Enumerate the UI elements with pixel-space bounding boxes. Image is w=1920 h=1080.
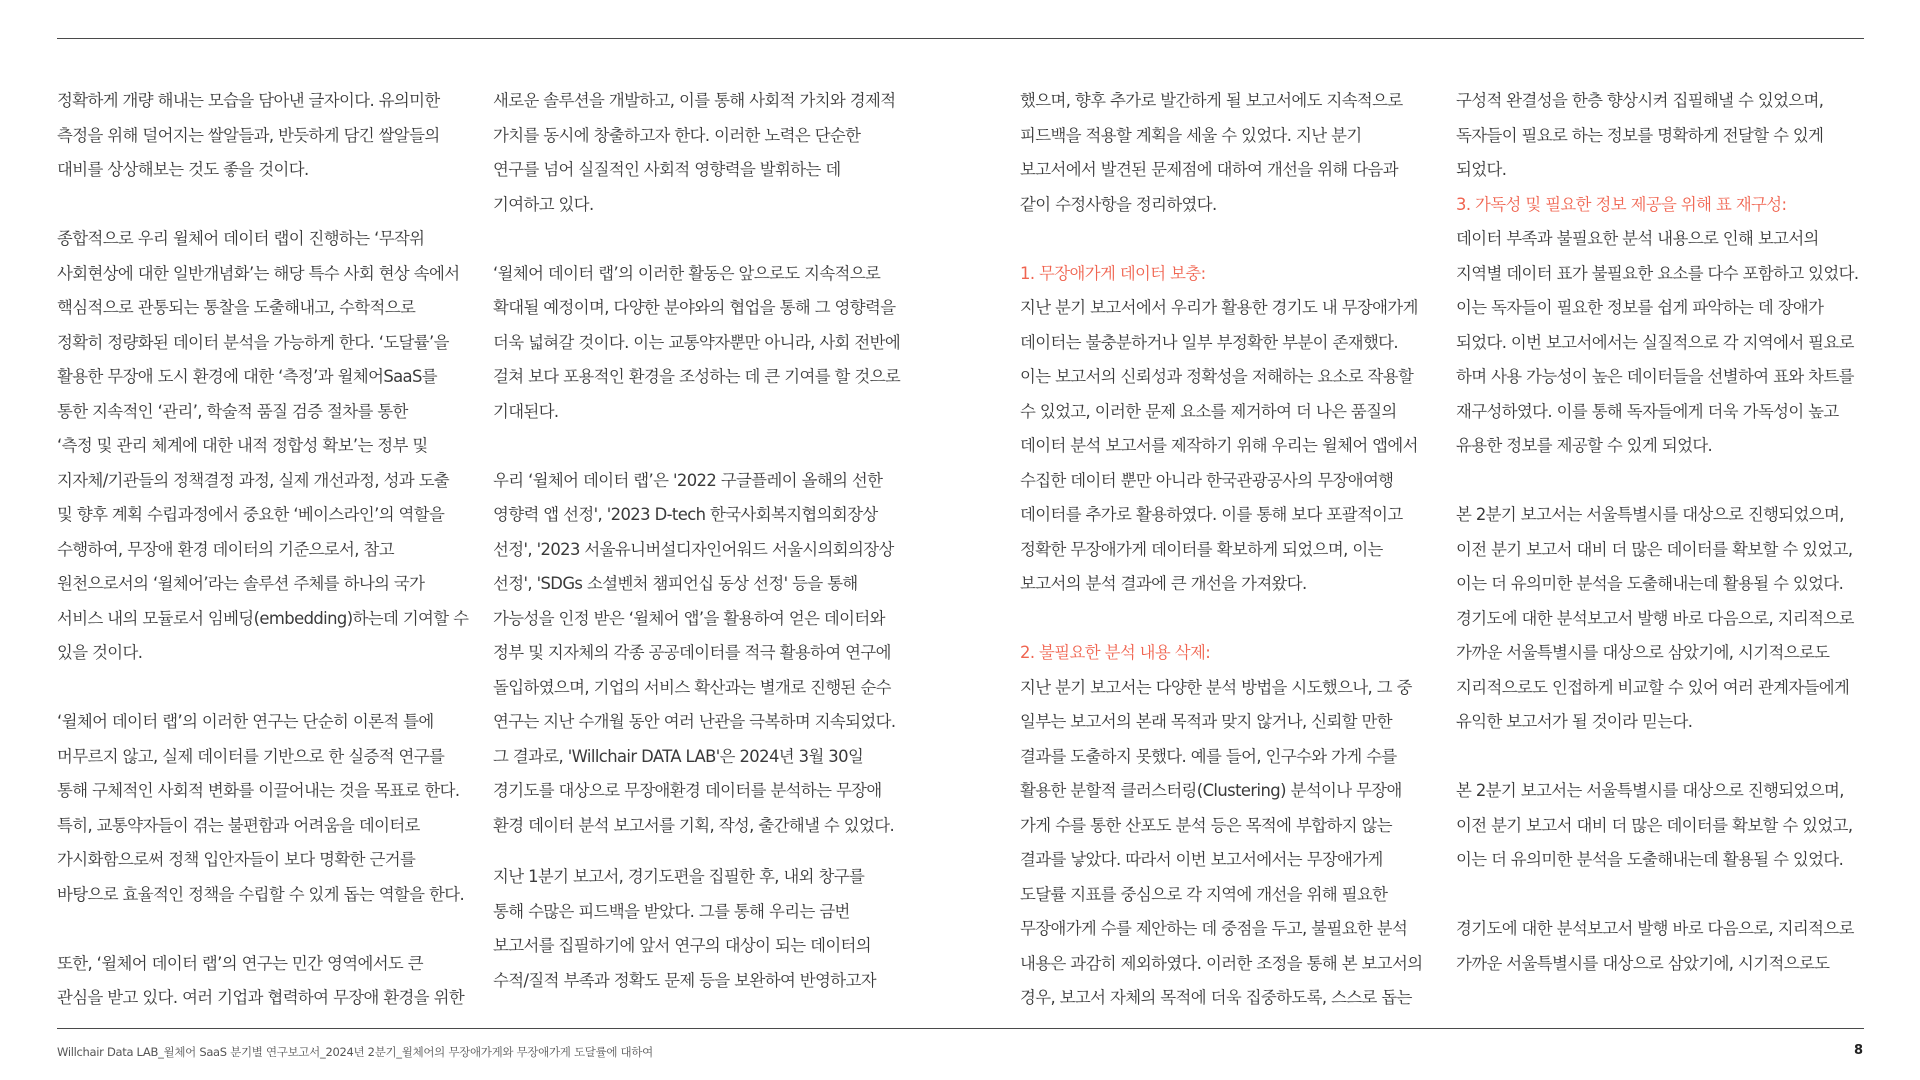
text-line: 재구성하였다. 이를 통해 독자들에게 더욱 가독성이 높고 [1456, 401, 1839, 421]
text-line: 정확하게 개량 해내는 모습을 담아낸 글자이다. 유의미한 [57, 91, 440, 110]
text-line: 피드백을 적용할 계획을 세울 수 있었다. 지난 분기 [1020, 125, 1362, 145]
text-line: 연구를 넘어 실질적인 사회적 영향력을 발휘하는 데 [493, 160, 841, 179]
text-line: 가게 수를 통한 산포도 분석 등은 목적에 부합하지 않는 [1020, 815, 1393, 835]
text-line: 관심을 받고 있다. 여러 기업과 협력하여 무장애 환경을 위한 [57, 988, 465, 1007]
paragraph-gap [493, 222, 933, 257]
text-line: 수행하여, 무장애 환경 데이터의 기준으로서, 참고 [57, 539, 394, 559]
text-line: 그 결과로, 'Willchair DATA LAB'은 2024년 3월 30일 [493, 746, 864, 766]
text-line: 유용한 정보를 제공할 수 있게 되었다. [1456, 436, 1713, 455]
text-line: 정확한 무장애가게 데이터를 확보하게 되었으며, 이는 [1020, 539, 1383, 559]
text-line: 더욱 넓혀갈 것이다. 이는 교통약자뿐만 아니라, 사회 전반에 [493, 332, 901, 352]
paragraph-gap [57, 188, 497, 223]
text-line: 핵심적으로 관통되는 통찰을 도출해내고, 수학적으로 [57, 298, 416, 317]
text-line: 선정', 'SDGs 소셜벤처 챔피언십 동상 선정' 등을 통해 [493, 574, 858, 593]
text-line: 데이터는 불충분하거나 일부 부정확한 부분이 존재했다. [1020, 332, 1399, 352]
text-line: 되었다. [1456, 160, 1507, 179]
paragraph-gap [1456, 464, 1896, 499]
text-line: ‘윌체어 데이터 랩’의 이러한 활동은 앞으로도 지속적으로 [493, 263, 881, 283]
text-line: 보고서에서 발견된 문제점에 대하여 개선을 위해 다음과 [1020, 160, 1399, 179]
text-line: 통해 구체적인 사회적 변화를 이끌어내는 것을 목표로 한다. [57, 781, 460, 800]
text-line: 확대될 예정이며, 다양한 분야와의 협업을 통해 그 영향력을 [493, 298, 896, 317]
text-line: 또한, ‘윌체어 데이터 랩’의 연구는 민간 영역에서도 큰 [57, 953, 424, 973]
text-line: 돌입하였으며, 기업의 서비스 확산과는 별개로 진행된 순수 [493, 677, 891, 697]
text-line: 하며 사용 가능성이 높은 데이터들을 선별하여 표와 차트를 [1456, 367, 1854, 386]
text-line: 새로운 솔루션을 개발하고, 이를 통해 사회적 가치와 경제적 [493, 91, 896, 110]
text-line: 도달률 지표를 중심으로 각 지역에 개선을 위해 필요한 [1020, 884, 1388, 904]
text-line: 가까운 서울특별시를 대상으로 삼았기에, 시기적으로도 [1456, 643, 1830, 662]
text-line: 데이터 분석 보고서를 제작하기 위해 우리는 윌체어 앱에서 [1020, 436, 1418, 455]
text-line: 본 2분기 보고서는 서울특별시를 대상으로 진행되었으며, [1456, 505, 1844, 524]
text-line: 기대된다. [493, 401, 559, 421]
text-line: 사회현상에 대한 일반개념화’는 해당 특수 사회 현상 속에서 [57, 263, 460, 283]
text-line: 구성적 완결성을 한층 향상시켜 집필해낼 수 있었으며, [1456, 91, 1824, 110]
text-line: 원천으로서의 ‘윌체어’라는 솔루션 주체를 하나의 국가 [57, 574, 425, 593]
page-number: 8 [1853, 1043, 1863, 1058]
text-line: 이는 더 유의미한 분석을 도출해내는데 활용될 수 있었다. [1456, 574, 1844, 593]
paragraph-gap [57, 671, 497, 706]
text-column-2 [493, 84, 933, 998]
text-line: 경기도에 대한 분석보고서 발행 바로 다음으로, 지리적으로 [1456, 608, 1854, 628]
text-line: 가치를 동시에 창출하고자 한다. 이러한 노력은 단순한 [493, 125, 861, 145]
text-line: 머무르지 않고, 실제 데이터를 기반으로 한 실증적 연구를 [57, 746, 445, 766]
paragraph-gap [57, 912, 497, 947]
section-heading: 3. 가독성 및 필요한 정보 제공을 위해 표 재구성: [1456, 194, 1787, 214]
text-line: 수집한 데이터 뿐만 아니라 한국관광공사의 무장애여행 [1020, 470, 1394, 490]
text-line: 통한 지속적인 ‘관리’, 학술적 품질 검증 절차를 통한 [57, 401, 408, 421]
text-line: 보고서를 집필하기에 앞서 연구의 대상이 되는 데이터의 [493, 936, 872, 955]
text-line: 가능성을 인정 받은 ‘윌체어 앱’을 활용하여 얻은 데이터와 [493, 608, 885, 628]
text-column-4 [1456, 84, 1896, 981]
text-line: 이전 분기 보고서 대비 더 많은 데이터를 확보할 수 있었고, [1456, 815, 1853, 835]
text-line: 일부는 보고서의 본래 목적과 맞지 않거나, 신뢰할 만한 [1020, 712, 1393, 731]
text-line: 지난 분기 보고서에서 우리가 활용한 경기도 내 무장애가게 [1020, 298, 1418, 317]
section-heading: 1. 무장애가게 데이터 보충: [1020, 263, 1206, 283]
paragraph-gap [493, 429, 933, 464]
text-line: 이전 분기 보고서 대비 더 많은 데이터를 확보할 수 있었고, [1456, 539, 1853, 559]
top-rule [57, 38, 1864, 39]
text-line: ‘측정 및 관리 체계에 대한 내적 정합성 확보’는 정부 및 [57, 436, 428, 455]
text-line: 가시화함으로써 정책 입안자들이 보다 명확한 근거를 [57, 850, 416, 869]
text-line: 경우, 보고서 자체의 목적에 더욱 집중하도록, 스스로 돕는 [1020, 988, 1412, 1007]
text-line: 서비스 내의 모듈로서 임베딩(embedding)하는데 기여할 수 [57, 608, 469, 628]
text-line: 유익한 보고서가 될 것이라 믿는다. [1456, 712, 1693, 731]
text-line: 지역별 데이터 표가 불필요한 요소를 다수 포함하고 있었다. [1456, 263, 1859, 283]
text-line: 바탕으로 효율적인 정책을 수립할 수 있게 돕는 역할을 한다. [57, 884, 465, 904]
text-line: 가까운 서울특별시를 대상으로 삼았기에, 시기적으로도 [1456, 953, 1830, 973]
text-line: 종합적으로 우리 윌체어 데이터 랩이 진행하는 ‘무작위 [57, 229, 425, 248]
paragraph-gap [1020, 222, 1460, 257]
text-line: 우리 ‘윌체어 데이터 랩’은 '2022 구글플레이 올해의 선한 [493, 470, 883, 490]
text-line: 및 향후 계획 수립과정에서 중요한 ‘베이스라인’의 역할을 [57, 505, 445, 524]
text-line: 경기도에 대한 분석보고서 발행 바로 다음으로, 지리적으로 [1456, 919, 1854, 938]
text-line: 이는 독자들이 필요한 정보를 쉽게 파악하는 데 장애가 [1456, 298, 1824, 317]
text-line: 지자체/기관들의 정책결정 과정, 실제 개선과정, 성과 도출 [57, 470, 450, 490]
text-line: 지난 1분기 보고서, 경기도편을 집필한 후, 내외 창구를 [493, 867, 865, 886]
text-line: 결과를 도출하지 못했다. 예를 들어, 인구수와 가게 수를 [1020, 746, 1397, 766]
text-line: 활용한 분할적 클러스터링(Clustering) 분석이나 무장애 [1020, 781, 1402, 800]
paragraph-gap [1020, 602, 1460, 637]
text-line: 통해 수많은 피드백을 받았다. 그를 통해 우리는 금번 [493, 901, 850, 921]
text-line: 되었다. 이번 보고서에서는 실질적으로 각 지역에서 필요로 [1456, 332, 1854, 352]
text-line: 특히, 교통약자들이 겪는 불편함과 어려움을 데이터로 [57, 815, 420, 835]
text-line: 내용은 과감히 제외하였다. 이러한 조정을 통해 본 보고서의 [1020, 953, 1423, 973]
text-line: 지리적으로도 인접하게 비교할 수 있어 여러 관계자들에게 [1456, 677, 1850, 697]
text-line: 데이터를 추가로 활용하였다. 이를 통해 보다 포괄적이고 [1020, 505, 1403, 524]
text-line: 수 있었고, 이러한 문제 요소를 제거하여 더 나은 품질의 [1020, 401, 1397, 421]
text-line: 대비를 상상해보는 것도 좋을 것이다. [57, 160, 309, 179]
text-line: 같이 수정사항을 정리하였다. [1020, 194, 1217, 214]
text-line: 정확히 정량화된 데이터 분석을 가능하게 한다. ‘도달률’을 [57, 332, 449, 352]
paragraph-gap [1456, 878, 1896, 913]
footer-text: Willchair Data LAB_윌체어 SaaS 분기별 연구보고서_2024년 2분기_윌체어의 무장애가게와 무장애가게 도달률에 대하여 [57, 1045, 653, 1059]
text-line: 독자들이 필요로 하는 정보를 명확하게 전달할 수 있게 [1456, 125, 1824, 145]
text-line: ‘윌체어 데이터 랩’의 이러한 연구는 단순히 이론적 틀에 [57, 712, 434, 731]
text-line: 지난 분기 보고서는 다양한 분석 방법을 시도했으나, 그 중 [1020, 677, 1412, 697]
text-line: 보고서의 분석 결과에 큰 개선을 가져왔다. [1020, 574, 1307, 593]
text-line: 했으며, 향후 추가로 발간하게 될 보고서에도 지속적으로 [1020, 91, 1403, 110]
text-column-3 [1020, 84, 1460, 1016]
text-line: 무장애가게 수를 제안하는 데 중점을 두고, 불필요한 분석 [1020, 919, 1408, 938]
text-line: 결과를 낳았다. 따라서 이번 보고서에서는 무장애가게 [1020, 850, 1383, 869]
text-line: 정부 및 지자체의 각종 공공데이터를 적극 활용하여 연구에 [493, 643, 891, 662]
text-column-1 [57, 84, 497, 1016]
text-line: 이는 더 유의미한 분석을 도출해내는데 활용될 수 있었다. [1456, 850, 1844, 869]
bottom-rule [57, 1028, 1864, 1029]
section-heading: 2. 불필요한 분석 내용 삭제: [1020, 643, 1211, 662]
text-line: 환경 데이터 분석 보고서를 기획, 작성, 출간해낼 수 있었다. [493, 815, 895, 835]
text-line: 경기도를 대상으로 무장애환경 데이터를 분석하는 무장애 [493, 781, 882, 800]
text-line: 걸쳐 보다 포용적인 환경을 조성하는 데 큰 기여를 할 것으로 [493, 367, 901, 386]
text-line: 이는 보고서의 신뢰성과 정확성을 저해하는 요소로 작용할 [1020, 367, 1414, 386]
text-line: 수적/질적 부족과 정확도 문제 등을 보완하여 반영하고자 [493, 970, 876, 990]
text-line: 데이터 부족과 불필요한 분석 내용으로 인해 보고서의 [1456, 229, 1819, 248]
text-line: 연구는 지난 수개월 동안 여러 난관을 극복하며 지속되었다. [493, 712, 896, 731]
paragraph-gap [1456, 740, 1896, 775]
text-line: 영향력 앱 선정', '2023 D-tech 한국사회복지협의회장상 [493, 505, 878, 524]
text-line: 활용한 무장애 도시 환경에 대한 ‘측정’과 윌체어SaaS를 [57, 367, 438, 386]
text-line: 본 2분기 보고서는 서울특별시를 대상으로 진행되었으며, [1456, 781, 1844, 800]
text-line: 있을 것이다. [57, 643, 143, 662]
paragraph-gap [493, 843, 933, 860]
text-line: 선정', '2023 서울유니버설디자인어워드 서울시의회의장상 [493, 539, 894, 559]
text-line: 기여하고 있다. [493, 194, 594, 214]
text-line: 측정을 위해 덜어지는 쌀알들과, 반듯하게 담긴 쌀알들의 [57, 125, 440, 145]
